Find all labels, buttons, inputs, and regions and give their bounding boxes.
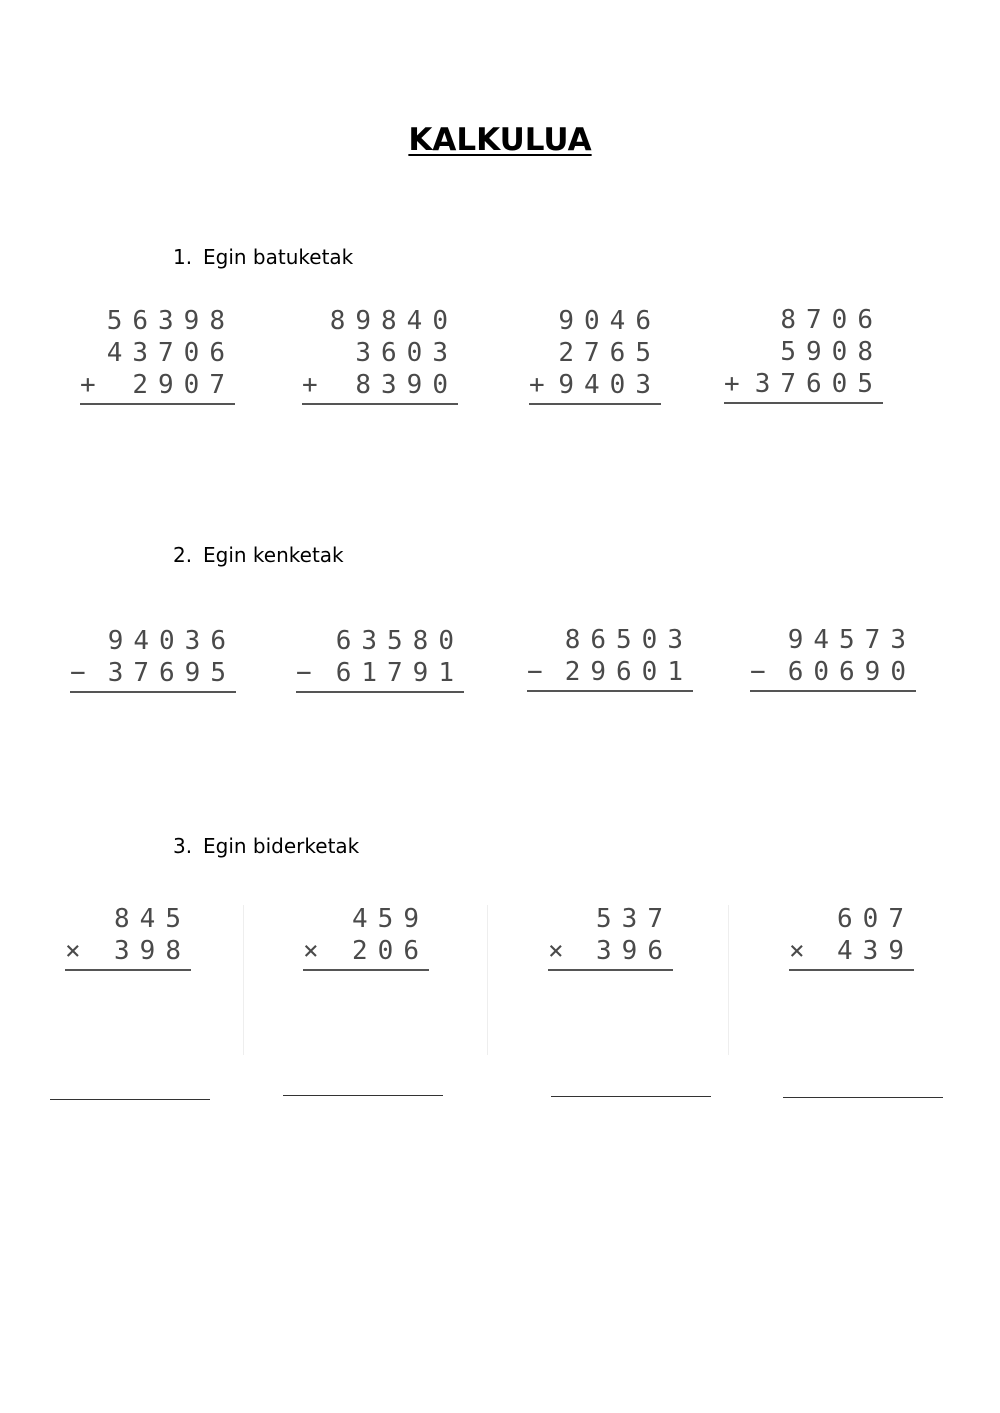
sum-rule bbox=[302, 403, 458, 405]
answer-line bbox=[283, 1095, 443, 1096]
operand-row: 3603 bbox=[355, 338, 458, 368]
difference-rule bbox=[296, 691, 464, 693]
operand-row: 2765 bbox=[558, 338, 661, 368]
section-title: Egin kenketak bbox=[203, 543, 344, 567]
product-rule bbox=[303, 969, 429, 971]
multiplication-problem-1 bbox=[65, 903, 191, 971]
multiplication-problem-2 bbox=[303, 903, 429, 971]
subtraction-problem-2 bbox=[296, 625, 464, 693]
answer-line bbox=[50, 1099, 210, 1100]
answer-line bbox=[551, 1096, 711, 1097]
operand-row: 56398 bbox=[106, 306, 235, 336]
operand-row-with-operator bbox=[296, 657, 464, 689]
subtraction-problem-3 bbox=[527, 624, 693, 692]
times-operator: × bbox=[65, 936, 91, 966]
operand-row-with-operator bbox=[789, 935, 914, 967]
multiplication-problem-4 bbox=[789, 903, 914, 971]
addition-problem-3 bbox=[529, 305, 661, 405]
product-rule bbox=[65, 969, 191, 971]
addition-problem-1 bbox=[80, 305, 235, 405]
column-divider bbox=[243, 905, 244, 1055]
minus-operator: − bbox=[296, 658, 322, 688]
operand: 37695 bbox=[107, 658, 236, 688]
section-number: 1. bbox=[173, 245, 193, 269]
operand: 396 bbox=[596, 936, 673, 966]
operand-row-with-operator bbox=[529, 369, 661, 401]
section-title: Egin batuketak bbox=[203, 245, 354, 269]
operand: 398 bbox=[114, 936, 191, 966]
operand-row-with-operator bbox=[302, 369, 458, 401]
operand-row: 9046 bbox=[558, 306, 661, 336]
difference-rule bbox=[527, 690, 693, 692]
operand-row-with-operator bbox=[303, 935, 429, 967]
operand-row: 537 bbox=[596, 904, 673, 934]
subtraction-problem-1 bbox=[70, 625, 236, 693]
section-heading-addition bbox=[173, 245, 353, 269]
answer-line bbox=[783, 1097, 943, 1098]
operand-row: 86503 bbox=[564, 625, 693, 655]
operand-row-with-operator bbox=[80, 369, 235, 401]
plus-operator: + bbox=[302, 370, 328, 400]
times-operator: × bbox=[548, 936, 574, 966]
operand-row: 63580 bbox=[335, 626, 464, 656]
times-operator: × bbox=[789, 936, 815, 966]
operand-row: 43706 bbox=[106, 338, 235, 368]
section-number: 2. bbox=[173, 543, 193, 567]
operand-row-with-operator bbox=[527, 656, 693, 688]
operand-row-with-operator bbox=[750, 656, 916, 688]
column-divider bbox=[487, 905, 488, 1055]
section-title: Egin biderketak bbox=[203, 834, 360, 858]
multiplication-problem-3 bbox=[548, 903, 673, 971]
difference-rule bbox=[70, 691, 236, 693]
section-heading-subtraction bbox=[173, 543, 344, 567]
operand-row-with-operator bbox=[65, 935, 191, 967]
sum-rule bbox=[529, 403, 661, 405]
page-title: KALKULUA bbox=[408, 122, 592, 158]
operand-row-with-operator bbox=[548, 935, 673, 967]
operand-row: 845 bbox=[114, 904, 191, 934]
operand-row: 607 bbox=[837, 904, 914, 934]
section-number: 3. bbox=[173, 834, 193, 858]
difference-rule bbox=[750, 690, 916, 692]
operand: 9403 bbox=[558, 370, 661, 400]
operand: 439 bbox=[837, 936, 914, 966]
operand-row-with-operator bbox=[70, 657, 236, 689]
operand: 29601 bbox=[564, 657, 693, 687]
operand-row: 94573 bbox=[787, 625, 916, 655]
operand-row: 8706 bbox=[780, 305, 883, 335]
operand-row-with-operator bbox=[724, 368, 883, 400]
operand: 37605 bbox=[754, 369, 883, 399]
operand: 8390 bbox=[355, 370, 458, 400]
plus-operator: + bbox=[529, 370, 555, 400]
section-heading-multiplication bbox=[173, 834, 359, 858]
sum-rule bbox=[724, 402, 883, 404]
minus-operator: − bbox=[527, 657, 553, 687]
addition-problem-2 bbox=[302, 305, 458, 405]
operand-row: 94036 bbox=[107, 626, 236, 656]
addition-problem-4 bbox=[724, 304, 883, 404]
operand: 2907 bbox=[132, 370, 235, 400]
product-rule bbox=[548, 969, 673, 971]
operand: 206 bbox=[352, 936, 429, 966]
operand-row: 459 bbox=[352, 904, 429, 934]
plus-operator: + bbox=[80, 370, 106, 400]
times-operator: × bbox=[303, 936, 329, 966]
plus-operator: + bbox=[724, 369, 750, 399]
operand: 61791 bbox=[335, 658, 464, 688]
column-divider bbox=[728, 905, 729, 1055]
operand-row: 5908 bbox=[780, 337, 883, 367]
minus-operator: − bbox=[750, 657, 776, 687]
product-rule bbox=[789, 969, 914, 971]
operand: 60690 bbox=[787, 657, 916, 687]
minus-operator: − bbox=[70, 658, 96, 688]
operand-row: 89840 bbox=[329, 306, 458, 336]
sum-rule bbox=[80, 403, 235, 405]
subtraction-problem-4 bbox=[750, 624, 916, 692]
